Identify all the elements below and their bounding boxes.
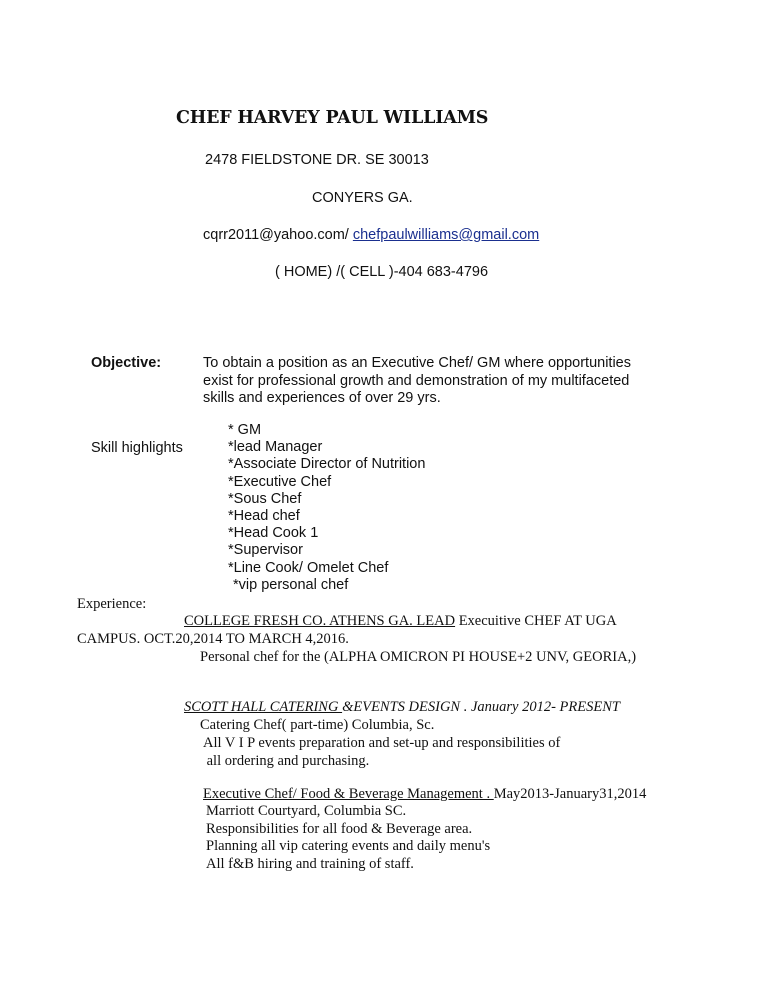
skill-item: *Associate Director of Nutrition: [228, 456, 426, 473]
job3-line: All f&B hiring and training of staff.: [206, 855, 414, 872]
job1-employer: COLLEGE FRESH CO. ATHENS GA. LEAD: [184, 613, 456, 629]
skills-label: Skill highlights: [91, 440, 183, 456]
city-line: CONYERS GA.: [312, 190, 413, 206]
skill-item: *Executive Chef: [228, 473, 332, 490]
job2-header-rest: &EVENTS DESIGN . January 2012- PRESENT: [342, 699, 620, 715]
skill-item: *Head chef: [228, 508, 300, 525]
skill-item: *Head Cook 1: [228, 525, 319, 542]
email-link[interactable]: chefpaulwilliams@gmail.com: [352, 227, 540, 243]
job3-title: Executive Chef/ Food & Beverage Management .: [203, 786, 494, 802]
job2-line: all ordering and purchasing.: [203, 753, 370, 769]
job2-line: Catering Chef( part-time) Columbia, Sc.: [200, 717, 435, 733]
skill-item: *lead Manager: [228, 439, 323, 456]
job1-title: Execuitive CHEF AT UGA: [455, 613, 617, 629]
job2-details: [200, 716, 560, 770]
email-line: [203, 227, 539, 243]
objective-line: exist for professional growth and demonstration of my multifaceted: [203, 372, 630, 389]
objective-line: To obtain a position as an Executive Chef/ GM where opportunities: [203, 355, 631, 371]
email-primary: cqrr2011@yahoo.com/: [203, 227, 353, 243]
skill-item: * GM: [228, 422, 262, 438]
job3-line: Responsibilities for all food & Beverage area.: [206, 820, 473, 837]
skills-list: [228, 422, 425, 594]
job2-line: All V I P events preparation and set-up and responsibilities of: [203, 735, 561, 751]
job1-detail: Personal chef for the (ALPHA OMICRON PI HOUSE+2 UNV, GEORIA,): [200, 649, 637, 665]
job3-line: Planning all vip catering events and daily menu's: [206, 838, 491, 854]
job3-details: [206, 803, 490, 873]
address-line: 2478 FIELDSTONE DR. SE 30013: [205, 152, 429, 168]
job2-employer: SCOTT HALL CATERING: [184, 699, 343, 715]
job2-header: [184, 699, 620, 716]
skill-item: *Sous Chef: [228, 490, 302, 507]
applicant-name: CHEF HARVEY PAUL WILLIAMS: [176, 108, 489, 128]
job3-dates: May2013-January31,2014: [493, 786, 647, 802]
experience-label: Experience:: [77, 596, 147, 612]
job1-title-line: [184, 613, 617, 630]
job1-dates: CAMPUS. OCT.20,2014 TO MARCH 4,2016.: [77, 631, 349, 647]
skill-item: *Line Cook/ Omelet Chef: [228, 559, 389, 576]
skill-item: *vip personal chef: [233, 576, 349, 593]
skill-item: *Supervisor: [228, 542, 303, 559]
objective-text: [203, 355, 631, 408]
objective-line: skills and experiences of over 29 yrs.: [203, 390, 441, 406]
objective-label: Objective:: [91, 355, 162, 371]
job3-header: [203, 786, 646, 803]
job3-line: Marriott Courtyard, Columbia SC.: [206, 803, 407, 819]
phone-line: ( HOME) /( CELL )-404 683-4796: [275, 264, 489, 280]
